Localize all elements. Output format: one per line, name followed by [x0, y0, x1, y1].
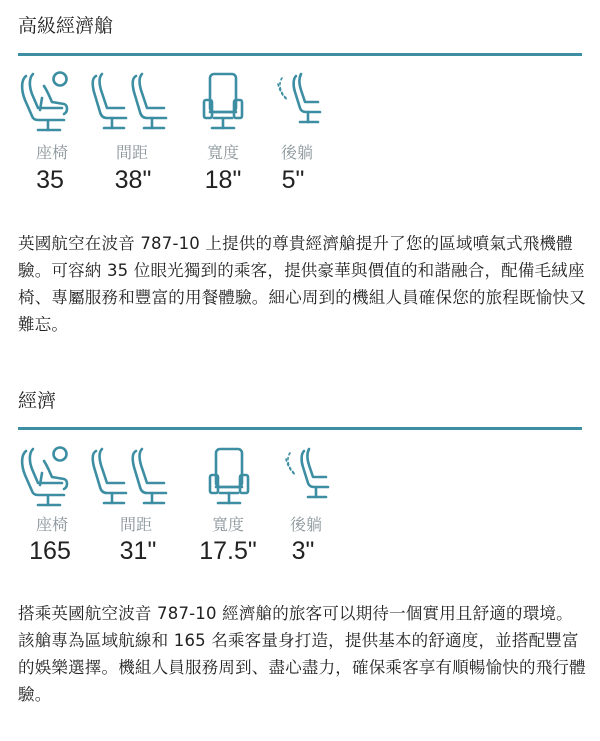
stat-label-seats: 座椅: [35, 143, 68, 162]
stat-label-width: 寬度: [206, 143, 239, 162]
seat-pitch-icon: [90, 70, 170, 138]
passenger-seat-icon: [18, 70, 98, 138]
section-title-premium: 高級經濟艙: [18, 15, 114, 37]
stat-value-width: 17.5": [199, 537, 257, 565]
seat-recline-icon: [274, 70, 354, 138]
stat-label-recline: 後躺: [280, 143, 313, 162]
stat-label-width: 寬度: [211, 515, 244, 534]
seat-width-icon: [206, 445, 286, 513]
seat-pitch-icon: [90, 445, 170, 513]
stat-value-seats: 165: [29, 537, 71, 565]
stat-label-pitch: 間距: [115, 143, 148, 162]
section-divider: [18, 53, 582, 56]
stat-label-seats: 座椅: [35, 515, 68, 534]
stat-label-recline: 後躺: [289, 515, 322, 534]
stat-value-seats: 35: [36, 166, 64, 194]
section-divider: [18, 427, 582, 430]
stat-value-recline: 3": [291, 537, 315, 565]
stat-label-pitch: 間距: [119, 515, 152, 534]
economy-section: [18, 385, 586, 741]
stat-value-width: 18": [204, 166, 242, 194]
seat-recline-icon: [282, 445, 362, 513]
section-title-economy: 經濟: [18, 390, 57, 412]
seat-width-icon: [200, 70, 280, 138]
premium-economy-section: [18, 0, 586, 350]
stat-value-pitch: 31": [119, 537, 157, 565]
premium-description: 英國航空在波音 787-10 上提供的尊貴經濟艙提升了您的區域噴氣式飛機體驗。可容納 35 位眼光獨到的乘客，提供豪華與價值的和諧融合，配備毛絨座椅、專屬服務和豐富的用餐體驗。細心周到的機組人員確保您的旅程既愉快又難忘。: [18, 234, 586, 334]
economy-description: 搭乘英國航空波音 787-10 經濟艙的旅客可以期待一個實用且舒適的環境。該艙專為區域航線和 165 名乘客量身打造，提供基本的舒適度，並搭配豐富的娛樂選擇。機組人員服務周到、盡心盡力，確保乘客享有順暢愉快的飛行體驗。: [18, 604, 586, 704]
stat-value-pitch: 38": [114, 166, 152, 194]
stat-value-recline: 5": [281, 166, 305, 194]
passenger-seat-icon: [18, 445, 98, 513]
